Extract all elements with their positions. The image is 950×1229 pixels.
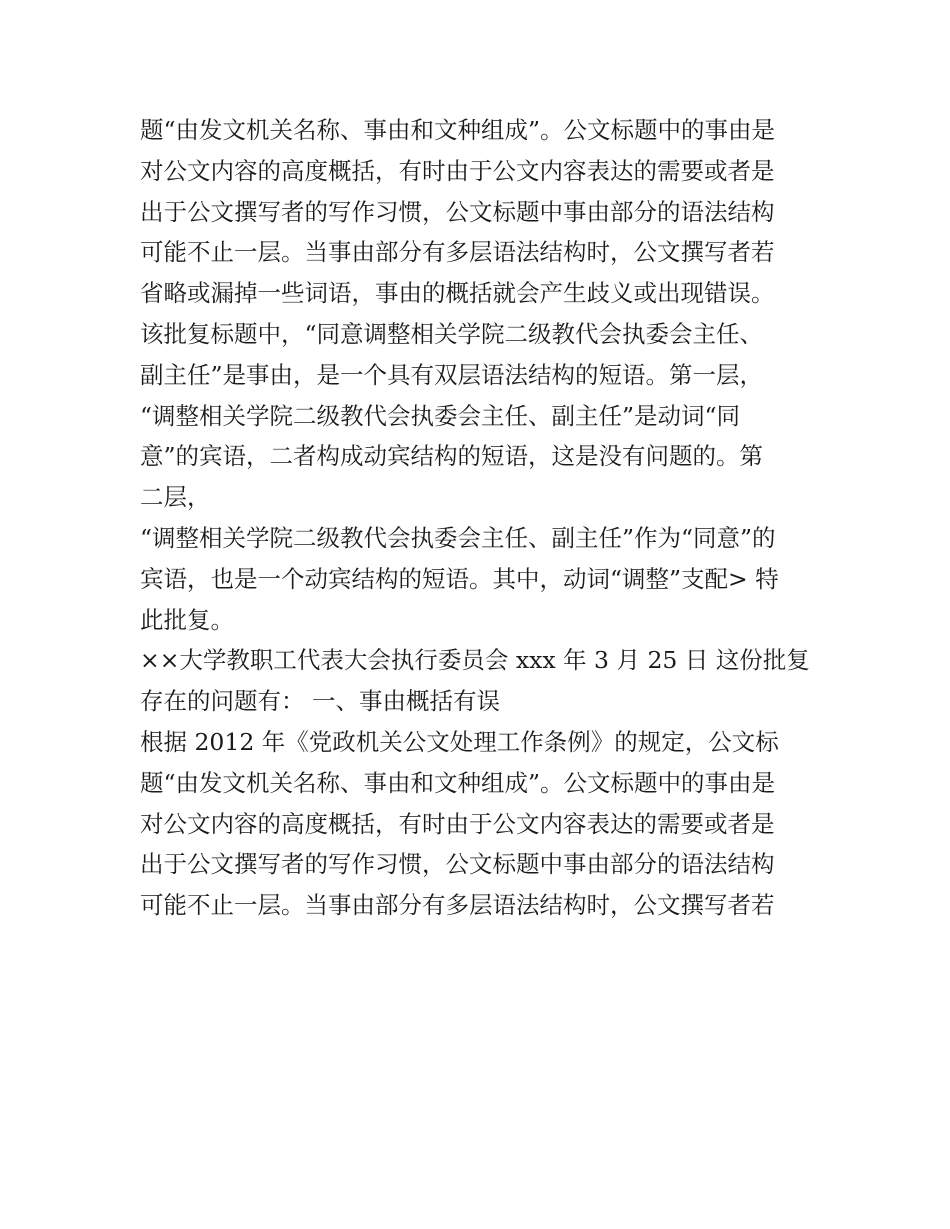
text-line: ××大学教职工代表大会执行委员会 xxx 年 3 月 25 日 这份批复: [140, 646, 810, 675]
text-line: 可能不止一层。当事由部分有多层语法结构时，公文撰写者若: [140, 238, 775, 267]
text-line: 二层，: [140, 483, 211, 512]
document-body: [140, 110, 830, 926]
text-line: 对公文内容的高度概括，有时由于公文内容表达的需要或者是: [140, 156, 775, 185]
text-line: 可能不止一层。当事由部分有多层语法结构时，公文撰写者若: [140, 891, 775, 920]
text-line: 存在的问题有： 一、事由概括有误: [140, 687, 500, 716]
text-line: “调整相关学院二级教代会执委会主任、副主任”是动词“同: [140, 401, 741, 430]
text-line: 意”的宾语，二者构成动宾结构的短语，这是没有问题的。第: [140, 442, 764, 471]
text-line: 副主任”是事由，是一个具有双层语法结构的短语。第一层，: [140, 360, 764, 389]
text-line: 宾语，也是一个动宾结构的短语。其中，动词“调整”支配> 特: [140, 564, 779, 593]
text-line: 题“由发文机关名称、事由和文种组成”。公文标题中的事由是: [140, 768, 776, 797]
text-line: 此批复。: [140, 605, 234, 634]
text-line: 题“由发文机关名称、事由和文种组成”。公文标题中的事由是: [140, 116, 776, 144]
text-line: 出于公文撰写者的写作习惯，公文标题中事由部分的语法结构: [140, 197, 775, 226]
text-line: “调整相关学院二级教代会执委会主任、副主任”作为“同意”的: [140, 523, 776, 552]
text-line: 省略或漏掉一些词语，事由的概括就会产生歧义或出现错误。: [140, 279, 775, 308]
text-line: 出于公文撰写者的写作习惯，公文标题中事由部分的语法结构: [140, 850, 775, 879]
text-line: 对公文内容的高度概括，有时由于公文内容表达的需要或者是: [140, 809, 775, 838]
text-line: 根据 2012 年《党政机关公文处理工作条例》的规定，公文标: [140, 727, 779, 756]
text-line: 该批复标题中，“同意调整相关学院二级教代会执委会主任、: [140, 319, 764, 348]
